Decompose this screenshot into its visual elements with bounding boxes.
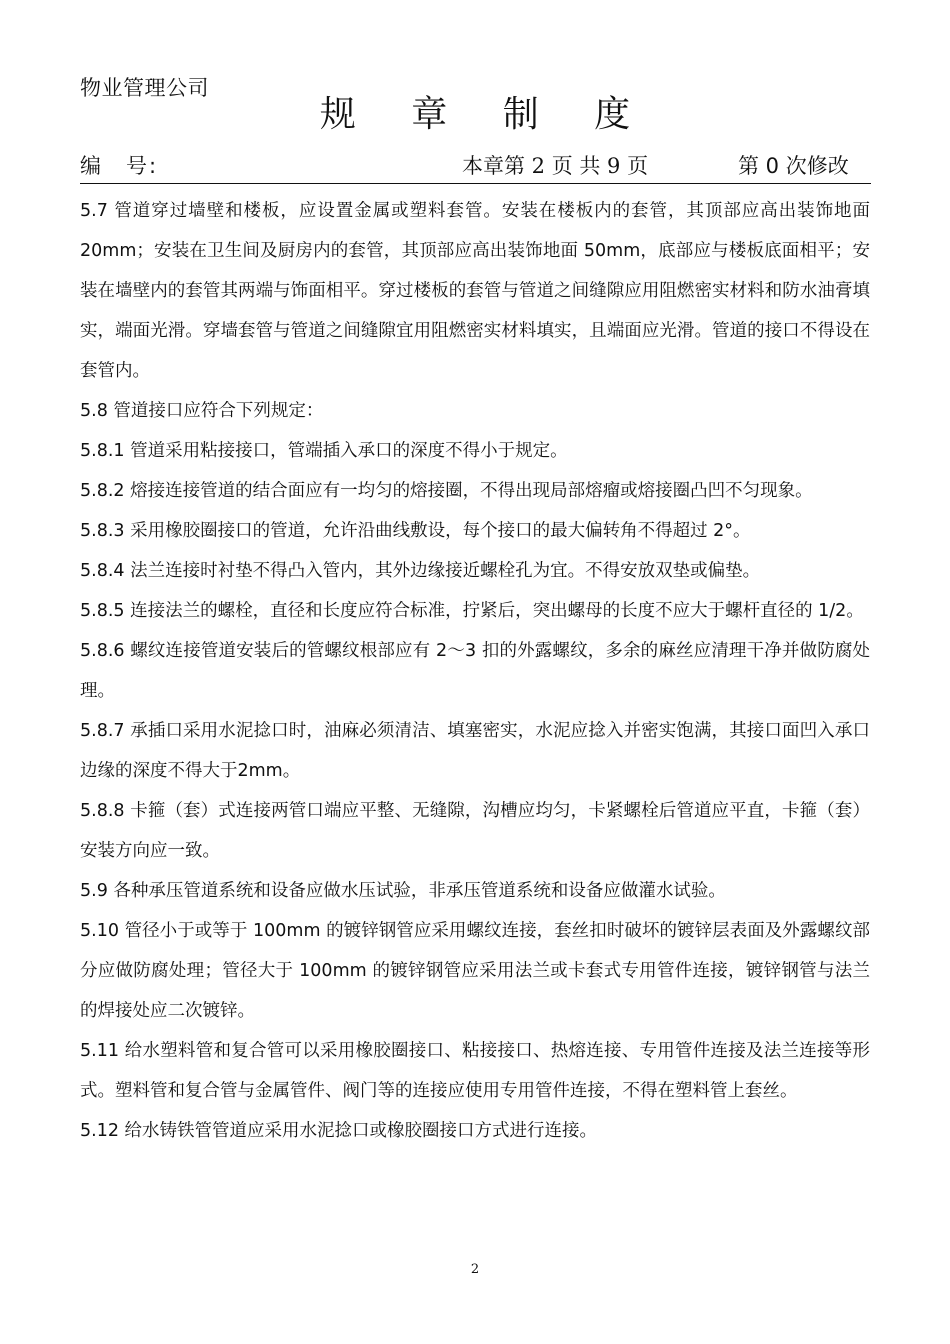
clause-5-9: 5.9 各种承压管道系统和设备应做水压试验，非承压管道系统和设备应做灌水试验。: [80, 881, 726, 901]
clause-5-8-7: 5.8.7 承插口采用水泥捻口时，油麻必须清洁、填塞密实，水泥应捻入并密实饱满，其接口面凹入承口边缘的深度不得大于2mm。: [80, 721, 870, 781]
document-meta-row: [80, 150, 870, 184]
regulation-body: [80, 191, 870, 1151]
company-name: 物业管理公司: [80, 76, 209, 100]
document-title: 规 章 制 度: [319, 94, 653, 135]
clause-5-8-1: 5.8.1 管道采用粘接接口，管端插入承口的深度不得小于规定。: [80, 441, 568, 461]
clause-5-12: 5.12 给水铸铁管管道应采用水泥捻口或橡胶圈接口方式进行连接。: [80, 1121, 598, 1141]
clause-5-10: 5.10 管径小于或等于 100mm 的镀锌钢管应采用螺纹连接，套丝扣时破坏的镀锌层表面及外露螺纹部分应做防腐处理；管径大于 100mm 的镀锌钢管应采用法兰或卡套式专用管件连接，镀锌钢管与法兰的焊接处应二次镀锌。: [80, 921, 870, 1021]
clause-5-8: 5.8 管道接口应符合下列规定：: [80, 401, 324, 421]
revision-info: 第 0 次修改: [738, 154, 849, 178]
clause-5-7: 5.7 管道穿过墙壁和楼板，应设置金属或塑料套管。安装在楼板内的套管，其顶部应高出装饰地面 20mm；安装在卫生间及厨房内的套管，其顶部应高出装饰地面 50mm，底部应与楼板底面相平；安装在墙壁内的套管其两端与饰面相平。穿过楼板的套管与管道之间缝隙应用阻燃密实材料和防水油膏填实，端面光滑。穿墙套管与管道之间缝隙宜用阻燃密实材料填实，且端面应光滑。管道的接口不得设在套管内。: [80, 201, 870, 381]
clause-5-8-2: 5.8.2 熔接连接管道的结合面应有一均匀的熔接圈，不得出现局部熔瘤或熔接圈凸凹不匀现象。: [80, 481, 813, 501]
clause-5-8-8: 5.8.8 卡箍（套）式连接两管口端应平整、无缝隙，沟槽应均匀，卡紧螺栓后管道应平直，卡箍（套）安装方向应一致。: [80, 801, 870, 861]
clause-5-8-3: 5.8.3 采用橡胶圈接口的管道，允许沿曲线敷设，每个接口的最大偏转角不得超过 2°。: [80, 521, 751, 541]
page-number: 2: [470, 1262, 480, 1277]
clause-5-8-4: 5.8.4 法兰连接时衬垫不得凸入管内，其外边缘接近螺栓孔为宜。不得安放双垫或偏垫。: [80, 561, 761, 581]
clause-5-8-5: 5.8.5 连接法兰的螺栓，直径和长度应符合标准，拧紧后，突出螺母的长度不应大于螺杆直径的 1/2。: [80, 601, 864, 621]
chapter-page-info: 本章第 2 页 共 9 页: [462, 154, 649, 178]
clause-5-8-6: 5.8.6 螺纹连接管道安装后的管螺纹根部应有 2～3 扣的外露螺纹，多余的麻丝应清理干净并做防腐处理。: [80, 641, 870, 701]
clause-5-11: 5.11 给水塑料管和复合管可以采用橡胶圈接口、粘接接口、热熔连接、专用管件连接及法兰连接等形式。塑料管和复合管与金属管件、阀门等的连接应使用专用管件连接，不得在塑料管上套丝。: [80, 1041, 870, 1101]
document-number-label: 编 号:: [80, 154, 159, 178]
header-divider: [80, 183, 871, 184]
